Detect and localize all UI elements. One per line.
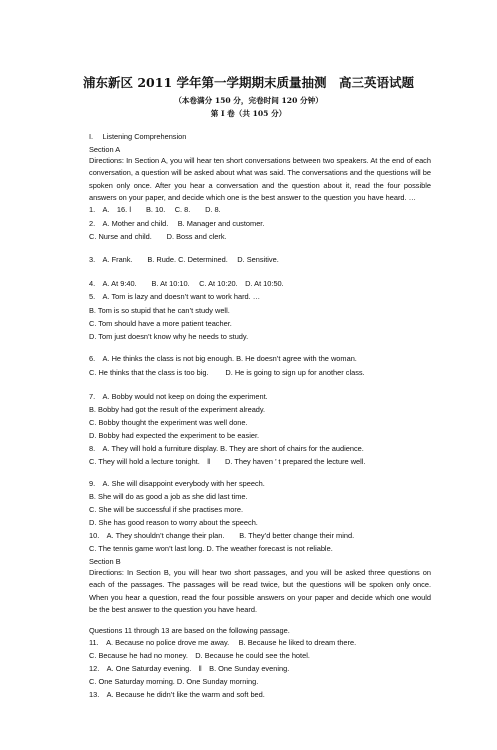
section-b-directions: Directions: In Section B, you will hear two short passages, and you will be asked three questions on each of the passages. The passages will be read twice, but the questions will be spoken only once. When you hear a question, read the four possible answers on your paper and decide which one would be the best answer to the question you have heard.	[89, 568, 431, 615]
question-line: 3. A. Frank. B. Rude. C. Determined. D. Sensitive.	[89, 255, 279, 264]
exam-title: 浦东新区 2011 学年第一学期期末质量抽测 高三英语试题	[83, 75, 414, 90]
section-a-label: Section A	[89, 145, 121, 154]
question-line: Questions 11 through 13 are based on the following passage.	[89, 626, 290, 635]
listening-heading: I. Listening Comprehension	[89, 132, 187, 141]
question-line: D. She has good reason to worry about the speech.	[89, 518, 258, 527]
question-line: C. They will hold a lecture tonight. ǁ D. They haven ’ t prepared the lecture well.	[89, 457, 366, 466]
question-line: 12. A. One Saturday evening. ǁ B. One Sunday evening.	[89, 664, 290, 673]
question-line: C. The tennis game won’t last long. D. The weather forecast is not reliable.	[89, 544, 333, 553]
question-line: B. Bobby had got the result of the experiment already.	[89, 405, 266, 414]
question-line: B. Tom is so stupid that he can’t study well.	[89, 306, 230, 315]
question-line: D. Bobby had expected the experiment to be easier.	[89, 431, 260, 440]
section-b-label: Section B	[89, 557, 121, 566]
section-a-directions: Directions: In Section A, you will hear ten short conversations between two speakers. At the end of each conversation, a question will be asked about what was said. The conversations and the questions will be spoken only once. After you hear a conversation and the question about it, read the four possible answers on your paper, and decide which one is the best answer to the question you have heard. …	[89, 156, 431, 203]
question-line: D. Tom just doesn’t know why he needs to study.	[89, 332, 249, 341]
question-line: C. He thinks that the class is too big. D. He is going to sign up for another class.	[89, 368, 365, 377]
part-heading: 第 Ⅰ 卷（共 105 分）	[210, 109, 287, 118]
question-line: C. She will be successful if she practises more.	[89, 505, 244, 514]
question-line: 7. A. Bobby would not keep on doing the experiment.	[89, 392, 268, 401]
question-line: C. Bobby thought the experiment was well done.	[89, 418, 248, 427]
question-line: 4. A. At 9:40. B. At 10:10. C. At 10:20. D. At 10:50.	[89, 279, 284, 288]
question-line: C. Tom should have a more patient teacher.	[89, 319, 232, 328]
question-line: 13. A. Because he didn’t like the warm and soft bed.	[89, 690, 265, 699]
question-line: 11. A. Because no police drove me away. B. Because he liked to dream there.	[89, 638, 357, 647]
question-line: 6. A. He thinks the class is not big enough. B. He doesn’t agree with the woman.	[89, 354, 357, 363]
exam-subtitle: （本卷满分 150 分，完卷时间 120 分钟）	[174, 96, 323, 105]
question-line: B. She will do as good a job as she did last time.	[89, 492, 248, 501]
question-line: 5. A. Tom is lazy and doesn’t want to work hard. …	[89, 292, 261, 301]
question-line: 1. A. 16. ǀ B. 10. C. 8. D. 8.	[89, 205, 221, 214]
question-line: 8. A. They will hold a furniture display. B. They are short of chairs for the audience.	[89, 444, 364, 453]
question-line: 9. A. She will disappoint everybody with her speech.	[89, 479, 265, 488]
question-line: 2. A. Mother and child. B. Manager and customer.	[89, 219, 265, 228]
question-line: 10. A. They shouldn’t change their plan. B. They’d better change their mind.	[89, 531, 355, 540]
question-line: C. One Saturday morning. D. One Sunday morning.	[89, 677, 259, 686]
question-line: C. Nurse and child. D. Boss and clerk.	[89, 232, 227, 241]
question-line: C. Because he had no money. D. Because he could see the hotel.	[89, 651, 310, 660]
